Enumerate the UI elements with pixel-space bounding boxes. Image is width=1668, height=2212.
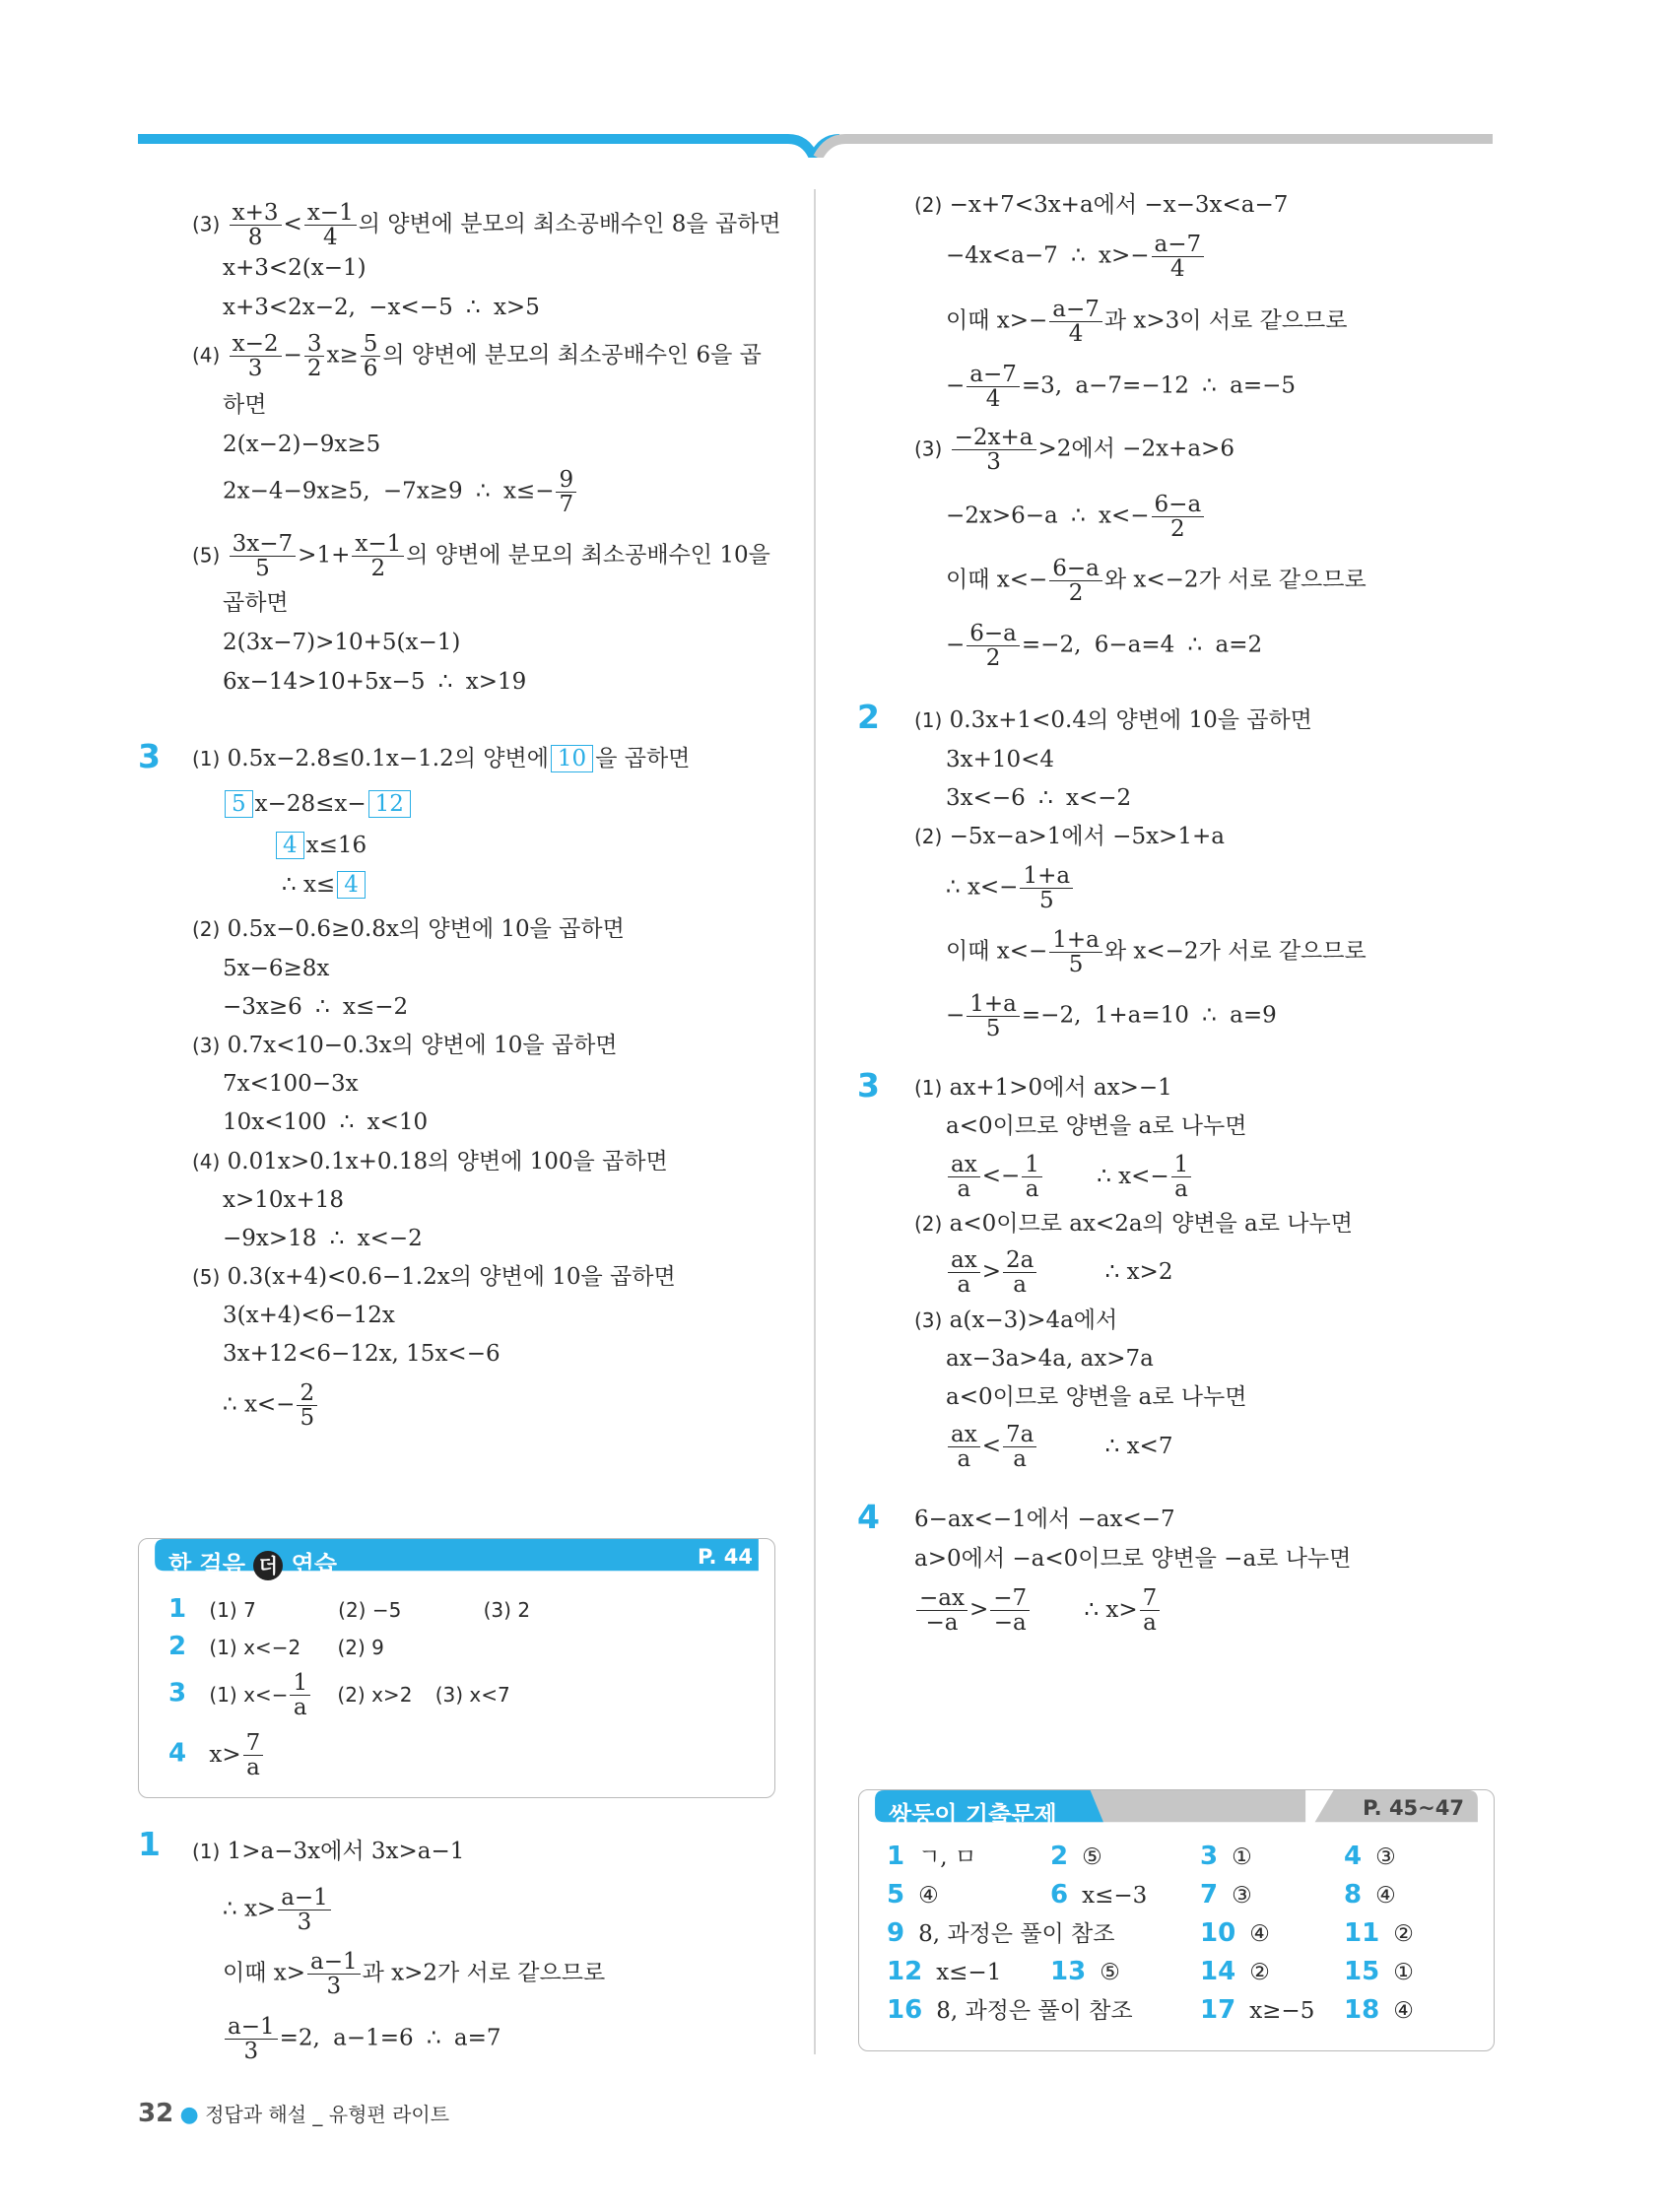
exam-answer-value: ⑤ xyxy=(1082,1844,1102,1870)
right-p3-s1-line3: $\frac{ax}{a}$ <− $\frac{1}{a}$ ∴ x<− $\frac{1}{a}$ xyxy=(946,1153,1193,1201)
practice-box-badge: 더 xyxy=(253,1551,283,1580)
right-p2-s1-line3: 3x<−6 ∴ x<−2 xyxy=(946,785,1132,811)
right-problem-4-number: 4 xyxy=(857,1498,880,1536)
left-problem-3-number: 3 xyxy=(138,737,161,775)
exam-answer-value: ③ xyxy=(1232,1883,1252,1909)
left-p3-s3-line3: 10x<100 ∴ x<10 xyxy=(223,1109,429,1135)
right-p1-s3-line4: − $\frac{6-a}{2}$ =−2, 6−a=4 ∴ a=2 xyxy=(946,621,1263,672)
exam-answer-number: 11 xyxy=(1344,1918,1380,1948)
right-p3-s3-line2: ax−3a>4a, ax>7a xyxy=(946,1346,1154,1372)
exam-answer-value: ④ xyxy=(1393,1998,1414,2024)
exam-answer-value: ① xyxy=(1393,1960,1414,1985)
right-p1-s2-line4: − $\frac{a-7}{4}$ =3, a−7=−12 ∴ a=−5 xyxy=(946,362,1297,413)
right-p3-s3-line1: (3) a(x−3)>4a에서 xyxy=(914,1307,1118,1333)
left-p3-s1-line1: (1) 0.5x−2.8≤0.1x−1.2의 양변에 10 을 곱하면 xyxy=(192,746,691,771)
right-p3-s3-line3: a<0이므로 양변을 a로 나누면 xyxy=(946,1384,1247,1410)
right-p3-s3-line4: $\frac{ax}{a}$ < $\frac{7a}{a}$ ∴ x<7 xyxy=(946,1423,1172,1471)
right-p4-line1: 6−ax<−1에서 −ax<−7 xyxy=(914,1507,1175,1532)
answer-box: 10 xyxy=(551,745,593,772)
right-p2-s1-line2: 3x+10<4 xyxy=(946,747,1055,772)
exam-answer-number: 18 xyxy=(1344,1995,1380,2025)
left-q3-sub4-line1: (4) $\frac{x-2}{3}$ − $\frac{3}{2}$ x≥ $\frac{5}{6}$ 의 양변에 분모의 최소공배수인 6을 곱 xyxy=(192,331,762,382)
right-p4-line3: $\frac{-ax}{-a}$ > $\frac{-7}{-a}$ ∴ x> $\frac{7}{a}$ xyxy=(914,1586,1162,1635)
page-number: 32 xyxy=(138,2099,174,2128)
exam-answer-number: 7 xyxy=(1200,1880,1219,1910)
exam-answer-number: 5 xyxy=(887,1880,905,1910)
right-p2-s2-line1: (2) −5x−a>1에서 −5x>1+a xyxy=(914,824,1225,849)
exam-answer-item xyxy=(887,1995,1133,2026)
exam-answer-item xyxy=(1200,1880,1252,1910)
left-p1-line2: ∴ x> $\frac{a-1}{3}$ xyxy=(223,1886,333,1934)
practice-answer-box xyxy=(138,1538,775,1798)
left-problem-1-number: 1 xyxy=(138,1825,161,1863)
right-p3-s2-line2: $\frac{ax}{a}$ > $\frac{2a}{a}$ ∴ x>2 xyxy=(946,1248,1172,1297)
page-footer xyxy=(138,2099,449,2128)
practice-box-title: 한 걸음 더 연습 xyxy=(168,1551,338,1578)
left-p3-s5-line2: 3(x+4)<6−12x xyxy=(223,1303,395,1328)
left-q3-sub5-line3: 2(3x−7)>10+5(x−1) xyxy=(223,630,461,655)
left-p3-s4-line1: (4) 0.01x>0.1x+0.18의 양변에 100을 곱하면 xyxy=(192,1149,668,1174)
answer-box: 4 xyxy=(276,832,304,859)
exam-answer-value: ④ xyxy=(918,1883,939,1909)
column-divider xyxy=(814,189,816,2054)
right-p2-s2-line3: 이때 x<− $\frac{1+a}{5}$ 와 x<−2가 서로 같으므로 xyxy=(946,927,1367,978)
left-p3-s1-line3: 4 x≤16 xyxy=(274,831,367,860)
exam-answer-number: 8 xyxy=(1344,1880,1363,1910)
exam-answer-number: 9 xyxy=(887,1918,905,1948)
exam-answer-box xyxy=(858,1789,1495,2051)
exam-box-page: P. 45~47 xyxy=(1363,1796,1464,1820)
exam-answer-value: ② xyxy=(1393,1921,1414,1947)
exam-answer-item xyxy=(1344,1995,1414,2026)
exam-answer-number: 3 xyxy=(1200,1842,1219,1871)
right-p2-s2-line4: − $\frac{1+a}{5}$ =−2, 1+a=10 ∴ a=9 xyxy=(946,991,1277,1042)
exam-answer-number: 17 xyxy=(1200,1995,1236,2025)
practice-row-4: 4 x> $\frac{7}{a}$ xyxy=(168,1731,265,1779)
exam-answer-number: 4 xyxy=(1344,1842,1363,1871)
exam-answer-item xyxy=(887,1918,1115,1949)
exam-answer-number: 12 xyxy=(887,1957,923,1986)
exam-answer-item xyxy=(1200,1918,1270,1949)
exam-answer-value: x≤−3 xyxy=(1082,1883,1148,1909)
right-p1-s2-line1: (2) −x+7<3x+a에서 −x−3x<a−7 xyxy=(914,192,1289,218)
answer-box: 4 xyxy=(337,871,366,899)
exam-answer-item xyxy=(1050,1880,1147,1910)
left-q3-sub5-line2: 곱하면 xyxy=(223,590,289,616)
bullet-dot-icon: ● xyxy=(179,2103,199,2127)
right-p1-s3-line2: −2x>6−a ∴ x<− $\frac{6-a}{2}$ xyxy=(946,493,1206,541)
exam-answer-item xyxy=(1344,1880,1396,1910)
exam-answer-value: ① xyxy=(1232,1844,1252,1870)
exam-answer-number: 13 xyxy=(1050,1957,1087,1986)
left-q3-sub4-line4: 2x−4−9x≥5, −7x≥9 ∴ x≤− $\frac{9}{7}$ xyxy=(223,468,578,516)
left-p1-s1-line1: (1) 1>a−3x에서 3x>a−1 xyxy=(192,1839,465,1864)
right-p3-s1-line2: a<0이므로 양변을 a로 나누면 xyxy=(946,1113,1247,1139)
left-p3-s2-line3: −3x≥6 ∴ x≤−2 xyxy=(223,994,409,1020)
left-q3-sub4-line2: 하면 xyxy=(223,392,267,418)
exam-answer-item xyxy=(1050,1957,1120,1987)
left-p3-s1-line4: ∴ x≤ 4 xyxy=(282,870,367,900)
left-p3-s5-line1: (5) 0.3(x+4)<0.6−1.2x의 양변에 10을 곱하면 xyxy=(192,1264,676,1290)
exam-answer-item xyxy=(887,1957,1001,1987)
exam-answer-number: 6 xyxy=(1050,1880,1069,1910)
practice-row-2: 2 (1) x<−2 (2) 9 xyxy=(168,1632,384,1661)
exam-answer-item xyxy=(887,1842,976,1872)
exam-answer-value: ④ xyxy=(1249,1921,1270,1947)
right-p2-s1-line1: (1) 0.3x+1<0.4의 양변에 10을 곱하면 xyxy=(914,707,1312,733)
left-p1-line4: $\frac{a-1}{3}$ =2, a−1=6 ∴ a=7 xyxy=(223,2015,501,2063)
right-p3-s2-line1: (2) a<0이므로 ax<2a의 양변을 a로 나누면 xyxy=(914,1211,1353,1237)
right-p1-s2-line2: −4x<a−7 ∴ x>− $\frac{a-7}{4}$ xyxy=(946,233,1206,281)
exam-answer-item xyxy=(1200,1995,1314,2026)
left-q3-sub5-line1: (5) $\frac{3x-7}{5}$ >1+ $\frac{x-1}{2}$ 의 양변에 분모의 최소공배수인 10을 xyxy=(192,531,770,582)
exam-answer-number: 10 xyxy=(1200,1918,1236,1948)
exam-answer-item xyxy=(887,1880,939,1910)
left-p3-s4-line2: x>10x+18 xyxy=(223,1187,345,1213)
exam-answer-item xyxy=(1344,1918,1414,1949)
exam-answer-value: 8, 과정은 풀이 참조 xyxy=(936,1998,1133,2024)
exam-answer-value: x≥−5 xyxy=(1249,1998,1315,2024)
practice-row-3: 3 (1) x<− $\frac{1}{a}$ (2) x>2 (3) x<7 xyxy=(168,1670,510,1721)
left-p3-s4-line3: −9x>18 ∴ x<−2 xyxy=(223,1226,423,1251)
exam-box-title: 쌍둥이 기출문제 xyxy=(889,1801,1057,1829)
left-p3-s5-line3: 3x+12<6−12x, 15x<−6 xyxy=(223,1341,500,1367)
right-p3-s1-line1: (1) ax+1>0에서 ax>−1 xyxy=(914,1075,1172,1101)
exam-answer-item xyxy=(1344,1957,1414,1987)
right-p1-s3-line3: 이때 x<− $\frac{6-a}{2}$ 와 x<−2가 서로 같으므로 xyxy=(946,556,1367,607)
left-q3-sub3-line2: x+3<2(x−1) xyxy=(223,255,367,281)
practice-row-1: 1 (1) 7 (2) −5 (3) 2 xyxy=(168,1594,531,1624)
exam-answer-value: ⑤ xyxy=(1100,1960,1120,1985)
answer-box: 12 xyxy=(368,790,411,818)
right-problem-3-number: 3 xyxy=(857,1066,880,1105)
left-p3-s2-line2: 5x−6≥8x xyxy=(223,956,330,981)
left-q3-sub3-line1: (3) $\frac{x+3}{8}$ < $\frac{x-1}{4}$ 의 양변에 분모의 최소공배수인 8을 곱하면 xyxy=(192,200,781,251)
left-p3-s2-line1: (2) 0.5x−0.6≥0.8x의 양변에 10을 곱하면 xyxy=(192,916,625,942)
exam-answer-number: 15 xyxy=(1344,1957,1380,1986)
exam-answer-value: ㄱ, ㅁ xyxy=(918,1844,977,1870)
left-p3-s3-line1: (3) 0.7x<10−0.3x의 양변에 10을 곱하면 xyxy=(192,1033,618,1058)
left-p1-line3: 이때 x> $\frac{a-1}{3}$ 과 x>2가 서로 같으므로 xyxy=(223,1949,606,2000)
left-p3-s1-line2: 5 x−28≤x− 12 xyxy=(223,789,413,819)
exam-answer-number: 16 xyxy=(887,1995,923,2025)
header-rule xyxy=(0,0,1668,158)
exam-answer-value: x≤−1 xyxy=(936,1960,1002,1985)
exam-answer-number: 2 xyxy=(1050,1842,1069,1871)
exam-answer-value: ③ xyxy=(1375,1844,1396,1870)
left-p3-s3-line2: 7x<100−3x xyxy=(223,1071,359,1097)
left-q3-sub4-line3: 2(x−2)−9x≥5 xyxy=(223,432,381,457)
right-p2-s2-line2: ∴ x<− $\frac{1+a}{5}$ xyxy=(946,864,1075,912)
exam-answer-value: ② xyxy=(1249,1960,1270,1985)
exam-answer-item xyxy=(1200,1957,1270,1987)
exam-answer-item xyxy=(1344,1842,1396,1872)
exam-answer-item xyxy=(1200,1842,1252,1872)
left-p3-s5-line4: ∴ x<− $\frac{2}{5}$ xyxy=(223,1381,319,1430)
exam-answer-value: ④ xyxy=(1375,1883,1396,1909)
exam-answer-item xyxy=(1050,1842,1102,1872)
right-p1-s2-line3: 이때 x>− $\frac{a-7}{4}$ 과 x>3이 서로 같으므로 xyxy=(946,297,1348,348)
right-p1-s3-line1: (3) $\frac{-2x+a}{3}$ >2에서 −2x+a>6 xyxy=(914,425,1234,476)
left-q3-sub3-line3: x+3<2x−2, −x<−5 ∴ x>5 xyxy=(223,295,540,320)
practice-box-page: P. 44 xyxy=(697,1545,753,1569)
right-p4-line2: a>0에서 −a<0이므로 양변을 −a로 나누면 xyxy=(914,1546,1352,1572)
left-q3-sub5-line4: 6x−14>10+5x−5 ∴ x>19 xyxy=(223,669,527,695)
footer-text: 정답과 해설 _ 유형편 라이트 xyxy=(205,2103,450,2126)
exam-answer-number: 14 xyxy=(1200,1957,1236,1986)
exam-answer-value: 8, 과정은 풀이 참조 xyxy=(918,1921,1115,1947)
exam-answer-number: 1 xyxy=(887,1842,905,1871)
right-problem-2-number: 2 xyxy=(857,698,880,736)
answer-box: 5 xyxy=(225,790,253,818)
